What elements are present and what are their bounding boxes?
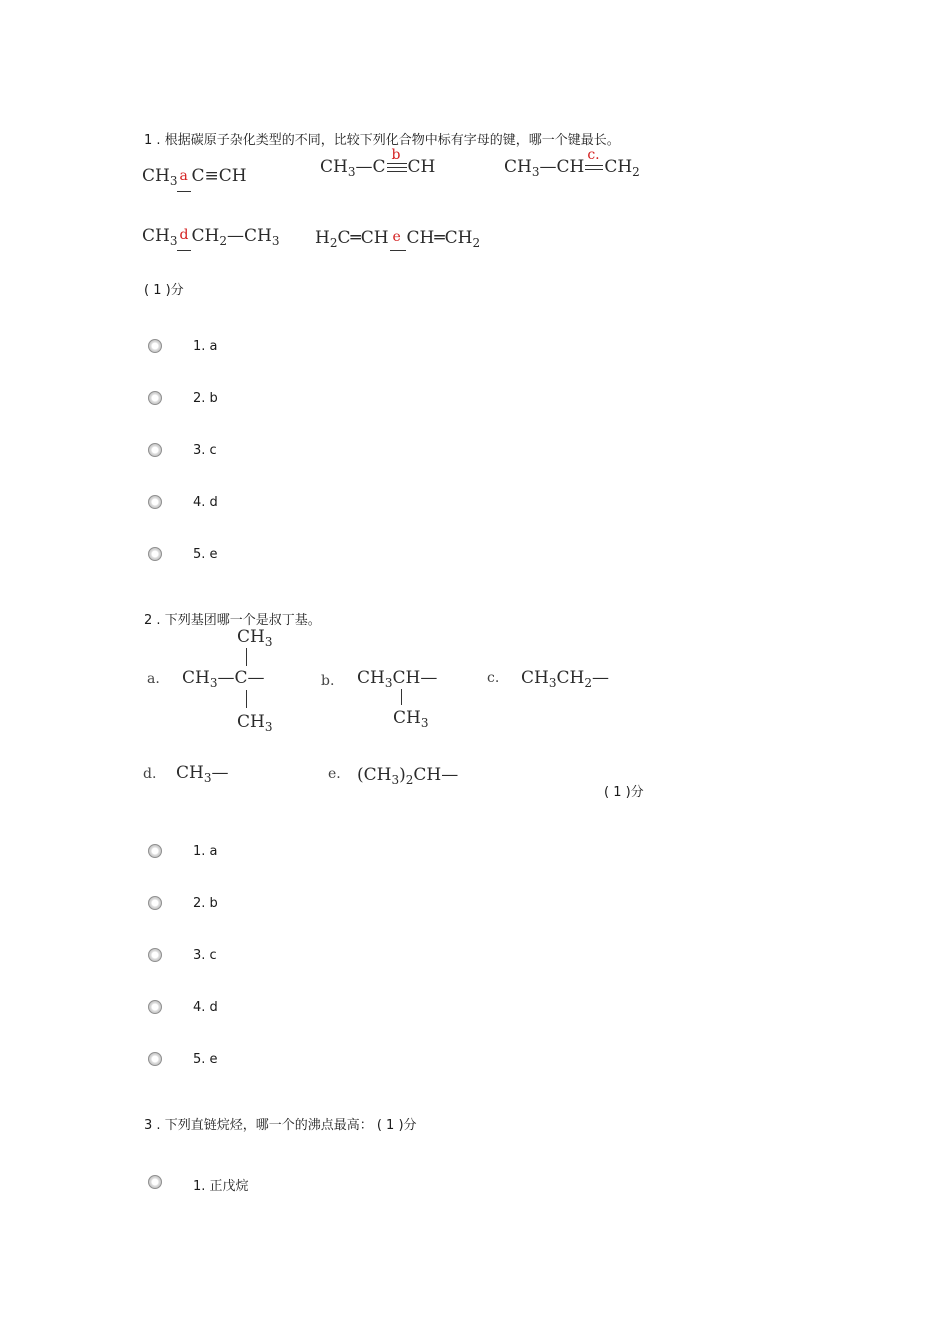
formula-sub: 3 (169, 234, 178, 248)
formula-text: CH═CH (406, 228, 473, 248)
q2-option-5-radio[interactable] (148, 1052, 162, 1066)
q1-formula-c (504, 147, 640, 179)
question-2-text: 下列基团哪一个是叔丁基。 (164, 613, 321, 628)
formula-text: —CH (226, 226, 272, 246)
formula-text: CH (407, 157, 436, 177)
q2-option-5-label[interactable]: 5. e (193, 1052, 218, 1067)
formula-sub: 3 (264, 720, 273, 734)
formula-sub: 2 (632, 165, 640, 179)
q2-option-3-radio[interactable] (148, 948, 162, 962)
question-3-text: 下列直链烷烃，哪一个的沸点最高： (164, 1118, 373, 1133)
q2-struct-d-label: d. (143, 766, 157, 782)
q2-option-2-radio[interactable] (148, 896, 162, 910)
q1-formula-a (142, 166, 247, 188)
question-3-prompt (144, 1114, 417, 1133)
formula-text: CH (604, 157, 633, 177)
formula-sub: 2 (219, 234, 227, 248)
question-3-score: ( 1 )分 (376, 1118, 417, 1133)
formula-text: — (591, 668, 609, 688)
q2-option-1-label[interactable]: 1. a (193, 844, 218, 859)
formula-text: CH (357, 668, 385, 688)
question-2-number: 2 . (144, 613, 161, 628)
q1-option-3-label[interactable]: 3. c (193, 443, 217, 458)
formula-text: —C (355, 157, 386, 177)
formula-text: CH (182, 668, 210, 688)
bond-label-d: d (179, 227, 189, 243)
q1-option-3-radio[interactable] (148, 443, 162, 457)
q1-option-1-label[interactable]: 1. a (193, 339, 218, 354)
q2-struct-c-main (521, 668, 609, 690)
formula-text: H (315, 228, 330, 248)
q2-struct-a-main (182, 668, 265, 690)
bond-label-b: b (391, 147, 401, 163)
q1-formula-e (315, 228, 480, 250)
q2-struct-a-label: a. (147, 671, 160, 687)
formula-text: C═CH (337, 228, 389, 248)
q2-option-4-label[interactable]: 4. d (193, 1000, 218, 1015)
formula-text: CH (191, 226, 220, 246)
formula-text: ) (399, 765, 406, 785)
question-2-score: ( 1 )分 (604, 785, 644, 800)
formula-text: — (211, 763, 229, 783)
bond-line (401, 689, 402, 705)
formula-sub: 2 (329, 236, 338, 250)
formula-text: C≡CH (191, 166, 247, 186)
formula-sub: 3 (264, 635, 273, 649)
formula-sub: 2 (472, 236, 481, 250)
question-2-prompt (144, 609, 321, 628)
bond-line (246, 690, 247, 708)
formula-text: CH (504, 157, 532, 177)
q2-struct-d-main (176, 763, 228, 785)
q2-struct-b-main (357, 668, 437, 690)
q2-option-1-radio[interactable] (148, 844, 162, 858)
question-1-score: ( 1 )分 (144, 283, 184, 298)
q1-option-1-radio[interactable] (148, 339, 162, 353)
q2-option-4-radio[interactable] (148, 1000, 162, 1014)
formula-sub: 3 (391, 773, 400, 787)
q2-option-3-label[interactable]: 3. c (193, 948, 217, 963)
formula-text: CH (237, 712, 265, 732)
formula-text: (CH (357, 765, 392, 785)
q2-option-2-label[interactable]: 2. b (193, 896, 218, 911)
formula-text: —CH (539, 157, 585, 177)
q1-option-5-label[interactable]: 5. e (193, 547, 218, 562)
question-1-prompt (144, 129, 620, 148)
formula-text: CH (521, 668, 549, 688)
question-1-number: 1 . (144, 133, 161, 148)
formula-text: CH (237, 627, 265, 647)
formula-sub: 3 (271, 234, 280, 248)
q3-option-1-label[interactable]: 1. 正戊烷 (193, 1179, 249, 1194)
formula-sub: 3 (203, 771, 212, 785)
formula-sub: 3 (209, 676, 218, 690)
q1-option-2-radio[interactable] (148, 391, 162, 405)
q1-option-5-radio[interactable] (148, 547, 162, 561)
formula-sub: 3 (347, 165, 356, 179)
formula-sub: 2 (405, 773, 414, 787)
q1-option-2-label[interactable]: 2. b (193, 391, 218, 406)
q3-option-1-radio[interactable] (148, 1175, 162, 1189)
formula-sub: 3 (420, 716, 429, 730)
formula-sub: 3 (531, 165, 540, 179)
q2-struct-a-bottom (237, 712, 272, 734)
q2-struct-e-label: e. (328, 766, 341, 782)
bond-label-e: e (392, 229, 401, 245)
formula-text: —C— (217, 668, 265, 688)
q2-struct-b-label: b. (321, 673, 335, 689)
formula-text: CH (556, 668, 585, 688)
q1-formula-d (142, 226, 279, 248)
formula-text: CH (320, 157, 348, 177)
formula-text: CH (142, 226, 170, 246)
formula-text: CH— (392, 668, 438, 688)
formula-text: CH (142, 166, 170, 186)
q1-formula-b (320, 147, 436, 179)
bond-label-a: a (179, 168, 188, 184)
question-1-text: 根据碳原子杂化类型的不同，比较下列化合物中标有字母的键，哪一个键最长。 (164, 133, 620, 148)
formula-sub: 3 (169, 174, 178, 188)
bond-label-c: c. (587, 147, 600, 163)
bond-line (246, 648, 247, 666)
formula-text: CH (176, 763, 204, 783)
q1-option-4-radio[interactable] (148, 495, 162, 509)
q2-struct-c-label: c. (487, 670, 500, 686)
q1-option-4-label[interactable]: 4. d (193, 495, 218, 510)
q2-struct-e-main (357, 765, 458, 787)
formula-text: CH (393, 708, 421, 728)
formula-sub: 3 (384, 676, 393, 690)
formula-text: CH— (413, 765, 459, 785)
q2-struct-b-bottom (393, 708, 428, 730)
q2-struct-a-top (237, 627, 272, 649)
formula-sub: 3 (548, 676, 557, 690)
question-3-number: 3 . (144, 1118, 161, 1133)
formula-sub: 2 (584, 676, 592, 690)
